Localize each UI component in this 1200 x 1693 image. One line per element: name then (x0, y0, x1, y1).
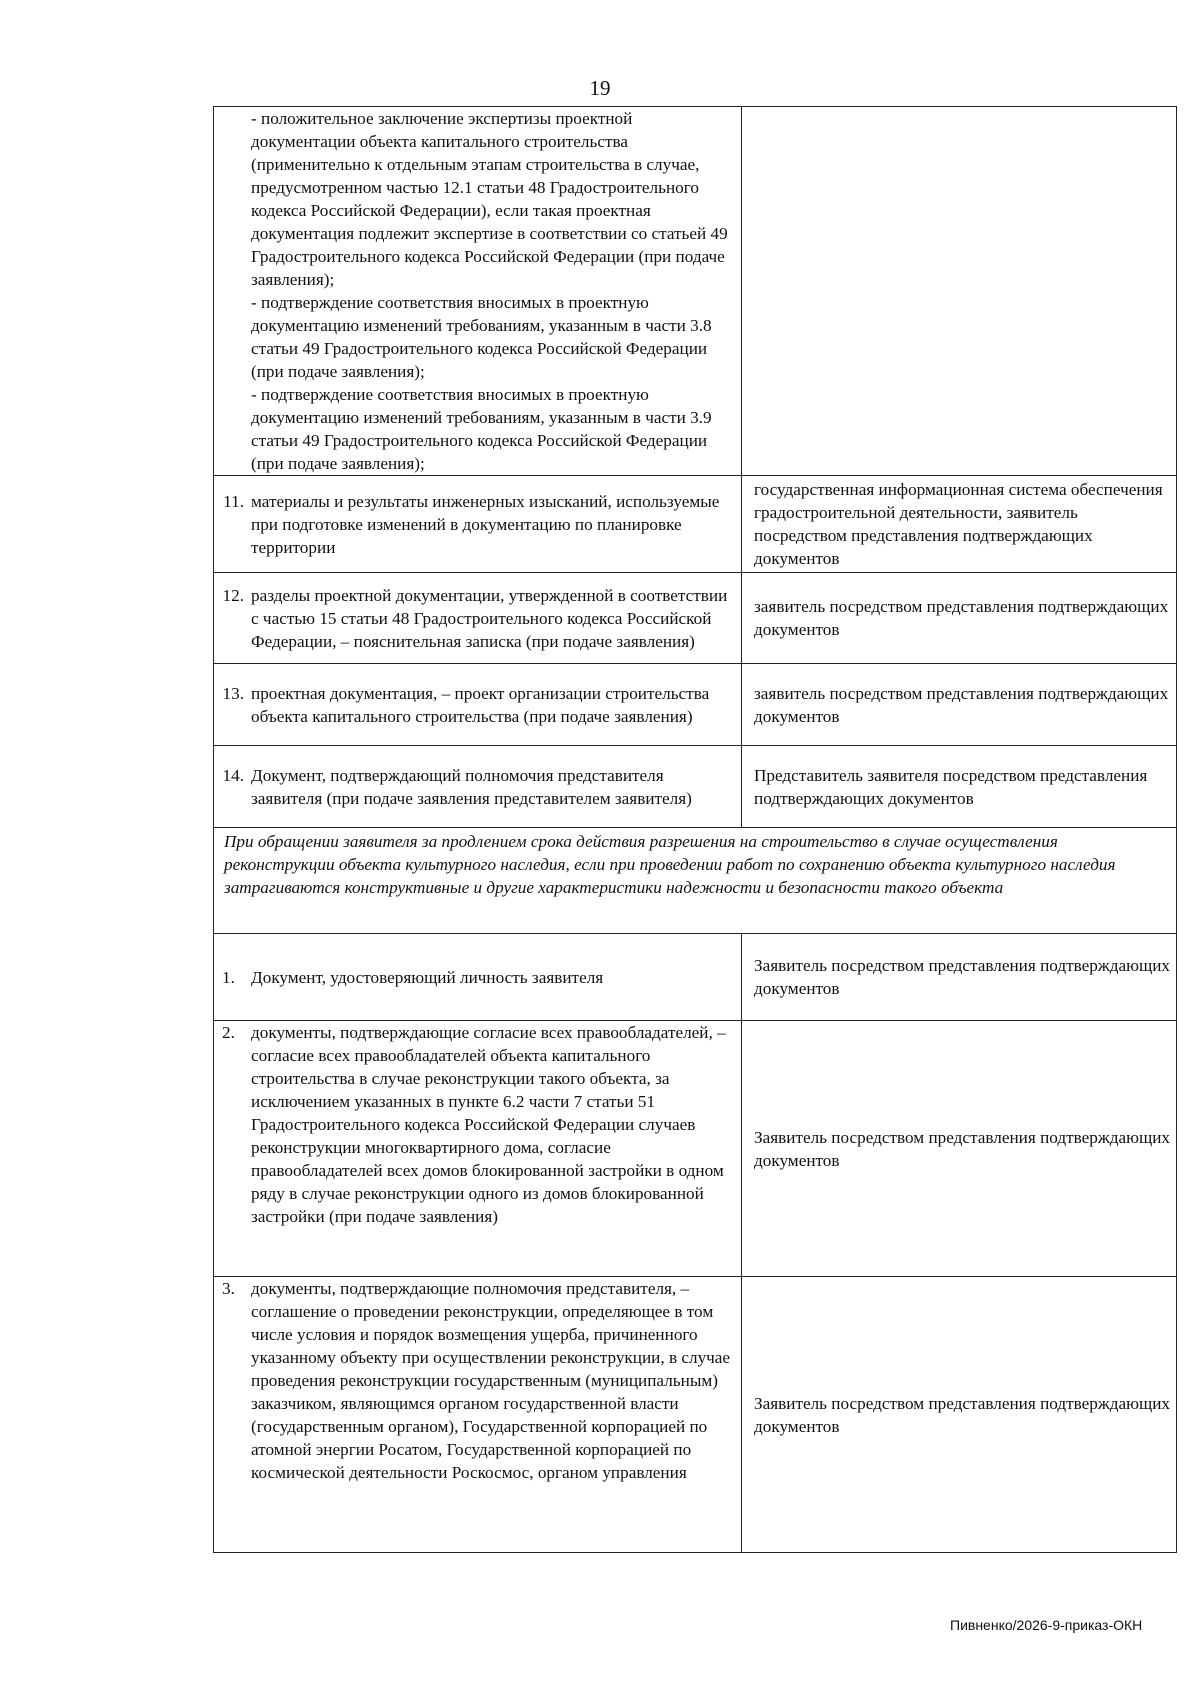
continuation-paragraph: - положительное заключение экспертизы проектной документации объекта капитального строительства (применительно к отдельным этапам строительства в случае, предусмотренном частью 12.1 статьи 48 Градостроительного кодекса Российской Федерации), если такая проектная документация подлежит экспертизе в соответствии со статьей 49 Градостроительного кодекса Российской Федерации (при подаче заявления); (251, 109, 728, 289)
source-cell: Заявитель посредством представления подтверждающих документов (742, 1277, 1177, 1553)
table-row (214, 1277, 1177, 1553)
table-row (214, 573, 1177, 664)
source-cell: Заявитель посредством представления подтверждающих документов (742, 934, 1177, 1021)
row-number: 1. (222, 967, 235, 987)
table-row (214, 746, 1177, 828)
table-row (214, 476, 1177, 573)
table-row (214, 1021, 1177, 1277)
section-row (214, 828, 1177, 934)
row-number: 14. (222, 765, 244, 785)
continuation-paragraph: - подтверждение соответствия вносимых в проектную документацию изменений требованиям, указанным в части 3.9 статьи 49 Градостроительного кодекса Российской Федерации (при подаче заявления); (251, 385, 712, 473)
row-number: 3. (222, 1279, 235, 1298)
source-cell (742, 107, 1177, 476)
document-cell (214, 664, 742, 746)
document-cell (214, 1277, 742, 1553)
table-row (214, 664, 1177, 746)
page-number: 19 (589, 76, 611, 100)
footer-code: Пивненко/2026-9-приказ-ОКН (950, 1617, 1143, 1633)
source-cell: заявитель посредством представления подтверждающих документов (742, 573, 1177, 664)
section-heading: При обращении заявителя за продлением срока действия разрешения на строительство в случае осуществления реконструкции объекта культурного наследия, если при проведении работ по сохранению объекта культурного наследия затрагиваются конструктивные и другие характеристики надежности и безопасности такого объекта (214, 828, 1177, 934)
source-cell: Заявитель посредством представления подтверждающих документов (742, 1021, 1177, 1277)
source-cell: Представитель заявителя посредством представления подтверждающих документов (742, 746, 1177, 828)
source-cell: государственная информационная система обеспечения градостроительной деятельности, заявитель посредством представления подтверждающих документов (742, 476, 1177, 573)
document-cell (214, 573, 742, 664)
document-text: документы, подтверждающие согласие всех правообладателей, – согласие всех правообладателей объекта капитального строительства в случае реконструкции такого объекта, за исключением указанных в пункте 6.2 части 7 статьи 51 Градостроительного кодекса Российской Федерации случаев реконструкции многоквартирного дома, согласие правообладателей всех домов блокированной застройки в одном ряду в случае реконструкции одного из домов блокированной застройки (при подаче заявления) (251, 1023, 726, 1226)
document-cell (214, 934, 742, 1021)
document-cell (214, 1021, 742, 1277)
document-text: разделы проектной документации, утвержденной в соответствии с частью 15 статьи 48 Градостроительного кодекса Российской Федерации, – пояснительная записка (при подаче заявления) (251, 585, 728, 651)
document-text: Документ, подтверждающий полномочия представителя заявителя (при подаче заявления представителем заявителя) (251, 765, 692, 808)
table-row (214, 934, 1177, 1021)
document-text: материалы и результаты инженерных изысканий, используемые при подготовке изменений в документацию по планировке территории (251, 491, 720, 557)
table-row (214, 107, 1177, 476)
document-text: Документ, удостоверяющий личность заявителя (251, 967, 604, 987)
row-number: 11. (223, 491, 244, 511)
document-cell (214, 107, 742, 476)
continuation-paragraph: - подтверждение соответствия вносимых в проектную документацию изменений требованиям, указанным в части 3.8 статьи 49 Градостроительного кодекса Российской Федерации (при подаче заявления); (251, 293, 712, 381)
documents-table (213, 106, 1177, 1553)
row-number: 13. (222, 683, 244, 703)
document-cell (214, 746, 742, 828)
row-number: 12. (222, 585, 244, 605)
document-cell (214, 476, 742, 573)
source-cell: заявитель посредством представления подтверждающих документов (742, 664, 1177, 746)
document-text: документы, подтверждающие полномочия представителя, – соглашение о проведении реконструкции, определяющее в том числе условия и порядок возмещения ущерба, причиненного указанному объекту при осуществлении реконструкции, в случае проведения реконструкции государственным (муниципальным) заказчиком, являющимся органом государственной власти (государственным органом), Государственной корпорацией по атомной энергии Росатом, Государственной корпорацией по космической деятельности Роскосмос, органом управления (251, 1279, 731, 1482)
row-number: 2. (222, 1023, 235, 1042)
document-text: проектная документация, – проект организации строительства объекта капитального строительства (при подаче заявления) (251, 683, 710, 726)
